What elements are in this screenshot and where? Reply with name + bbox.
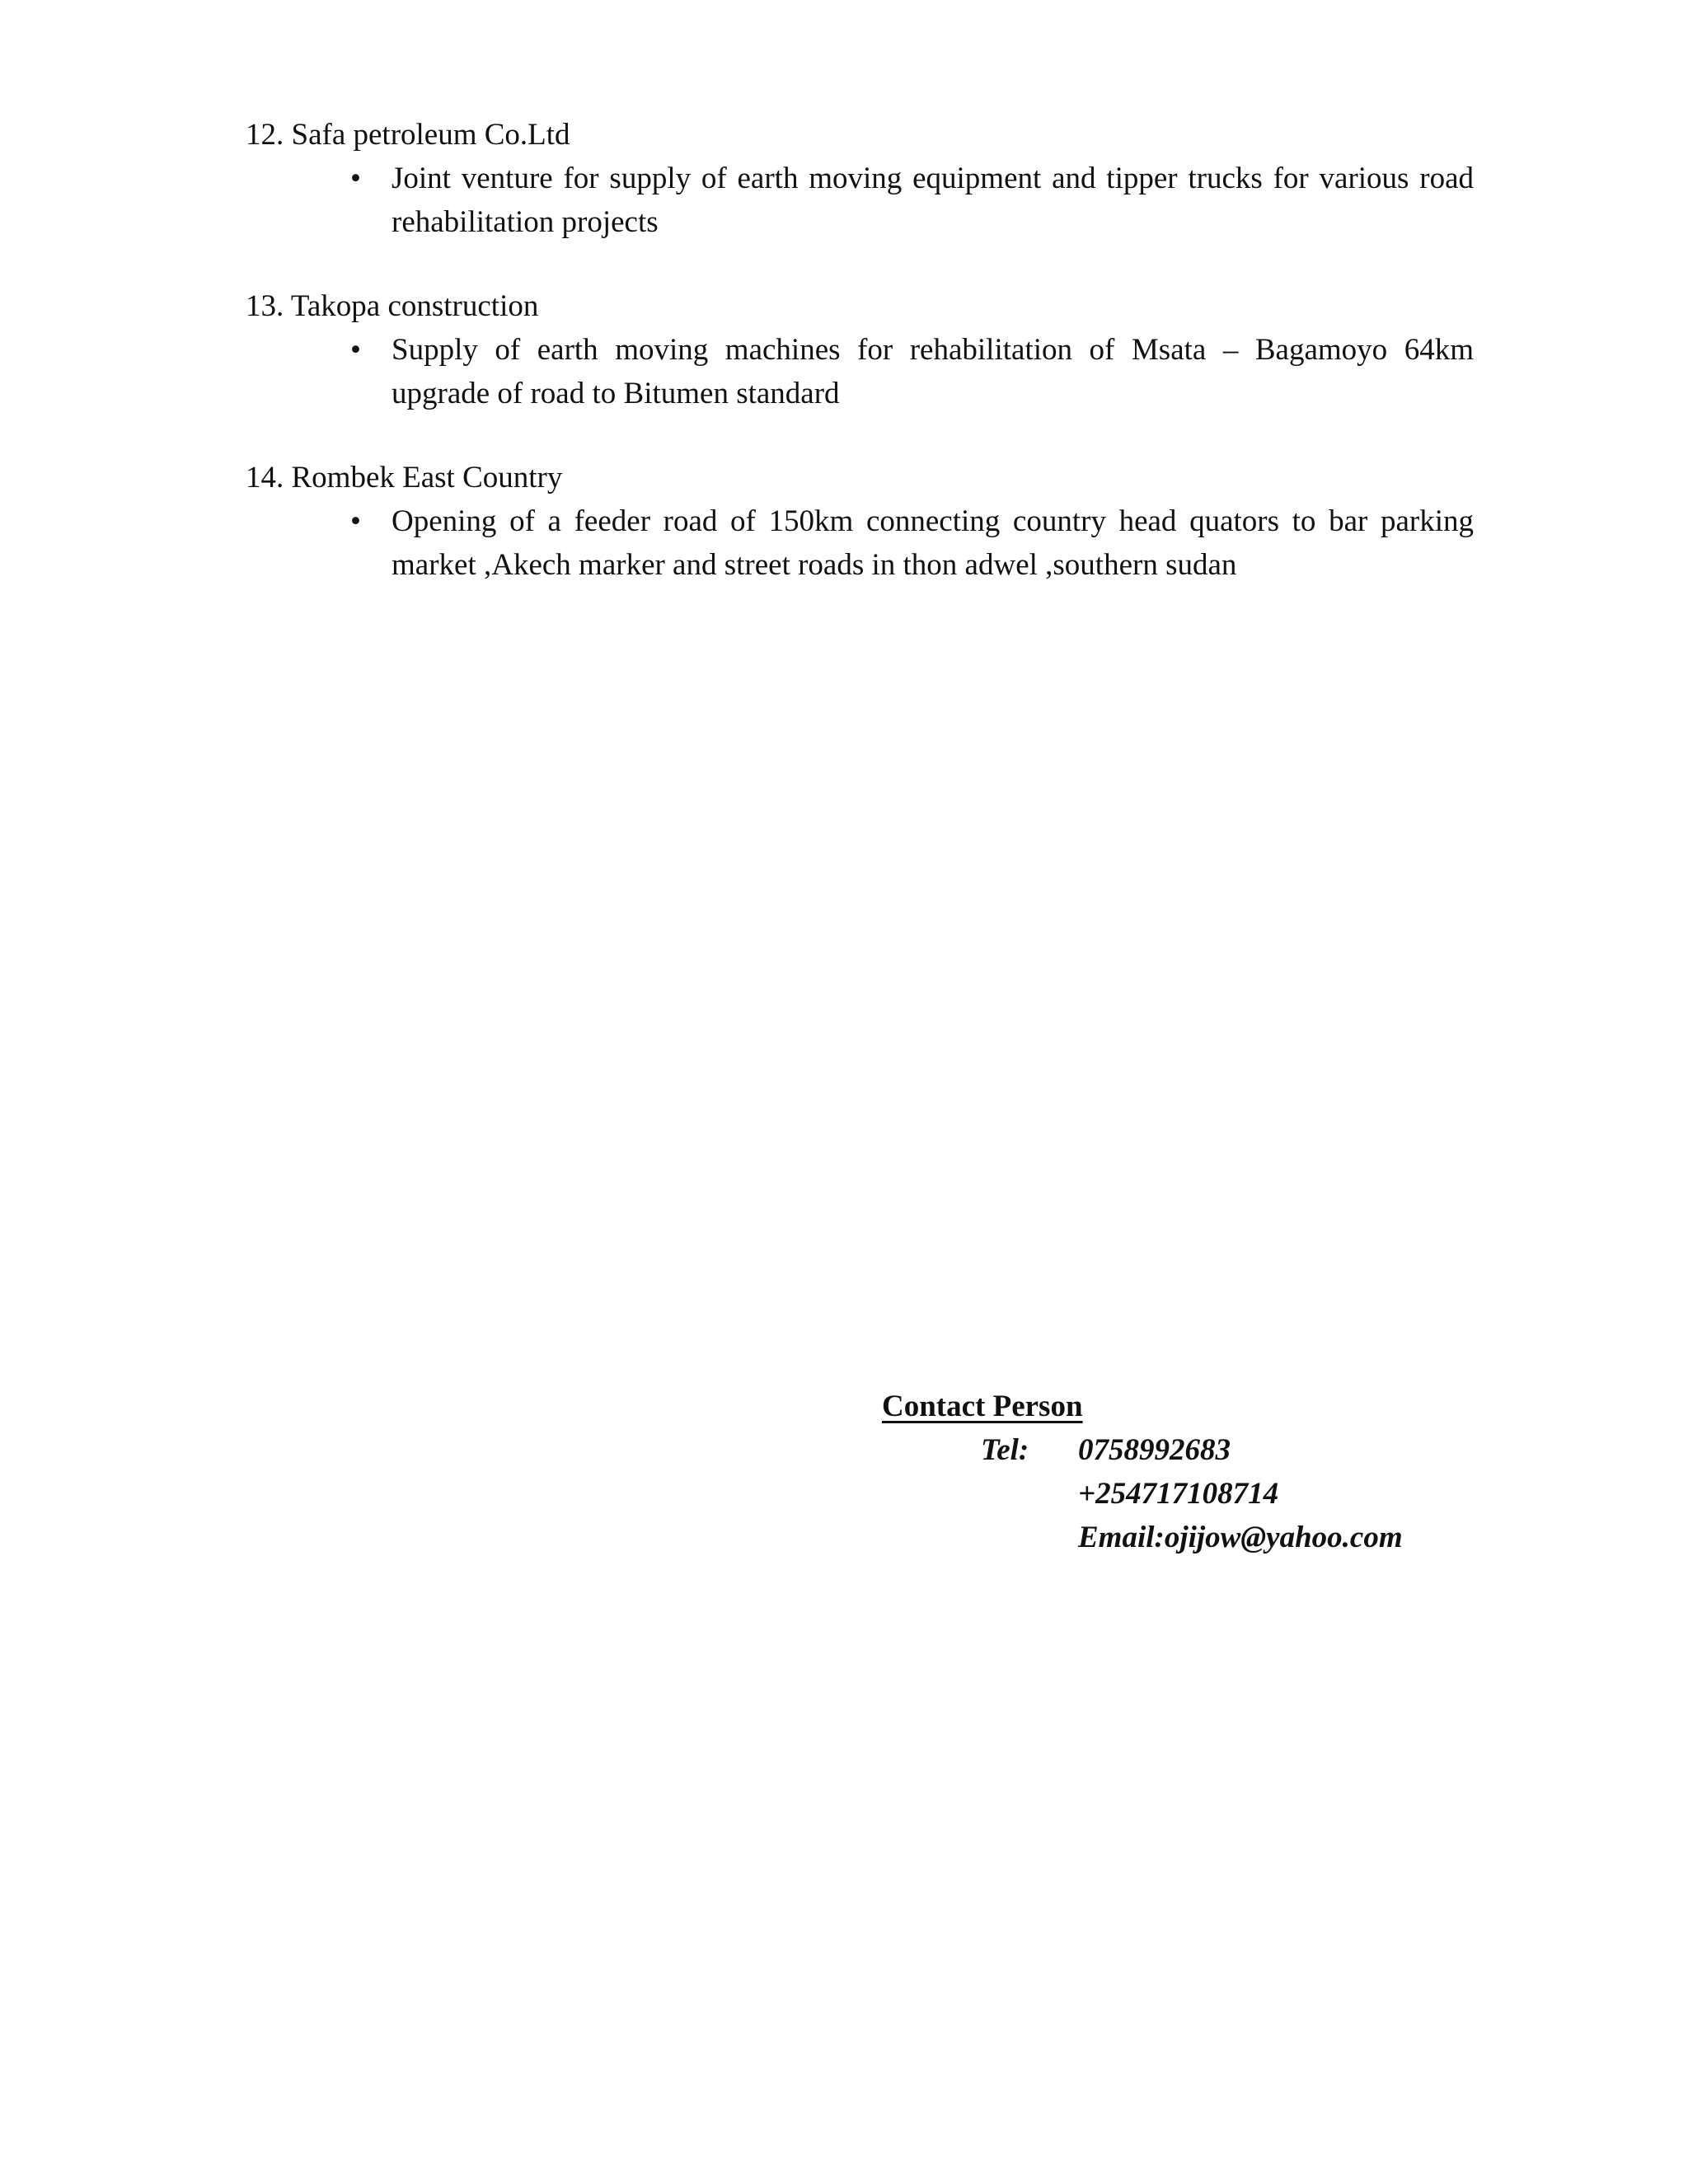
email-address: Email:ojijow@yahoo.com xyxy=(1078,1521,1403,1554)
tel-label: Tel: xyxy=(981,1433,1029,1467)
project-description: Joint venture for supply of earth moving equipment and tipper trucks for various road rehabilitation projects xyxy=(392,162,1474,239)
project-bullet xyxy=(350,157,1474,244)
project-bullet xyxy=(350,328,1474,415)
contact-title: Contact Person xyxy=(882,1390,1083,1423)
project-description: Supply of earth moving machines for rehabilitation of Msata – Bagamoyo 64km upgrade of road to Bitumen standard xyxy=(392,333,1474,410)
contact-email-row xyxy=(882,1516,1508,1559)
bullet-icon: • xyxy=(350,333,361,367)
phone-number: 0758992683 xyxy=(1078,1433,1231,1467)
project-item xyxy=(246,457,1474,587)
project-bullet xyxy=(350,499,1474,587)
project-item xyxy=(246,285,1474,415)
phone-number: +254717108714 xyxy=(1078,1477,1279,1511)
project-heading: 12. Safa petroleum Co.Ltd xyxy=(246,118,570,152)
project-description: Opening of a feeder road of 150km connecting country head quators to bar parking market ,Akech marker and street roads in thon adwel ,southern sudan xyxy=(392,504,1474,582)
contact-phone-row xyxy=(882,1472,1508,1516)
project-heading: 14. Rombek East Country xyxy=(246,461,563,494)
project-list xyxy=(246,114,1474,628)
project-heading: 13. Takopa construction xyxy=(246,289,539,323)
contact-phone-row xyxy=(882,1428,1508,1472)
contact-block xyxy=(882,1385,1508,1559)
project-item xyxy=(246,114,1474,244)
bullet-icon: • xyxy=(350,504,361,538)
bullet-icon: • xyxy=(350,162,361,195)
